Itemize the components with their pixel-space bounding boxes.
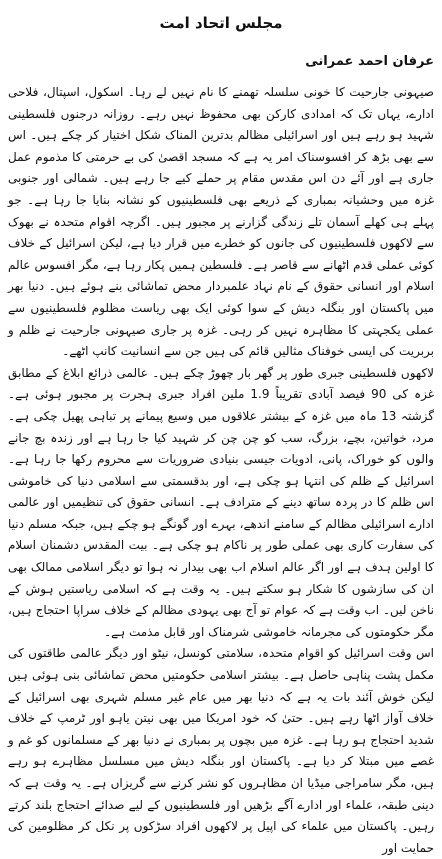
paragraph-2: لاکھوں فلسطینی جبری طور پر گھر بار چھوڑ چکے ہیں۔ عالمی ذرائع ابلاغ کے مطابق غزہ کی 90 فیصد آبادی تقریباً 1.9 ملین افراد جبری ہجرت پر مجبور ہوئی ہے۔ گزشتہ 13 ماہ میں غزہ کے بیشتر علاقوں میں وسیع پیمانے پر تباہی پھیل چکی ہے۔ مرد، خواتین، بچے، بزرگ، سب کو چن چن کر شہید کیا جا رہا ہے اور زندہ بچ جانے والوں کو خوراک، پانی، ادویات جیسی بنیادی ضروریات سے محروم رکھا جا رہا ہے۔ اسرائیل کے ظلم کی انتہا ہو چکی ہے، اور بدقسمتی سے اسلامی دنیا کی خاموشی اس ظلم کا در پردہ ساتھ دینے کے مترادف ہے۔ انسانی حقوق کی تنظیمیں اور عالمی ادارے اسرائیلی مظالم کے سامنے اندھے، بہرے اور گونگے ہو چکے ہیں، جبکہ مسلم دنیا کی سفارت کاری بھی عملی طور پر ناکام ہو چکی ہے۔ بیت المقدس دشمنان اسلام کا اولین ہدف ہے اور اگر عالم اسلام اب بھی بیدار نہ ہوا تو دیگر اسلامی ممالک بھی ان کی سازشوں کا شکار ہو سکتے ہیں۔ یہ وقت ہے کہ اسلامی ریاستیں ہوش کے ناخن لیں۔ اب وقت ہے کہ عوام تو آج بھی یہودی مظالم کے خلاف سراپا احتجاج ہیں، مگر حکومتوں کی مجرمانہ خاموشی شرمناک اور قابل مذمت ہے۔ xyxy=(8,365,434,639)
paragraph-1: صیہونی جارحیت کا خونی سلسلہ تھمنے کا نام نہیں لے رہا۔ اسکول، اسپتال، فلاحی ادارے، یہاں تک کہ امدادی کارکن بھی محفوظ نہیں رہے۔ روزانہ درجنوں فلسطینی شہید ہو رہے ہیں اور اسرائیلی مظالم بدترین المناک شکل اختیار کر چکے ہیں۔ اس سے بھی بڑھ کر افسوسناک امر یہ ہے کہ مسجد اقصیٰ کی بے حرمتی کا مذموم عمل جاری ہے اور آئے دن اس مقدس مقام پر حملے کیے جا رہے ہیں۔ شمالی اور جنوبی غزہ میں وحشیانہ بمباری کے ذریعے بھی فلسطینیوں کو نشانہ بنایا جا رہا ہے۔ جو پہلے ہی کھلے آسمان تلے زندگی گزارنے پر مجبور ہیں۔ اگرچہ اقوام متحدہ نے بھوک سے لاکھوں فلسطینیوں کی جانوں کو خطرے میں قرار دیا ہے، لیکن اسرائیل کے خلاف کوئی عملی قدم اٹھانے سے قاصر ہے۔ فلسطین ہمیں پکار رہا ہے، مگر افسوس عالم اسلام اور انسانی حقوق کے نام نہاد علمبردار محض تماشائی بنے ہوئے ہیں۔ دنیا بھر میں پاکستان اور بنگلہ دیش کے سوا کوئی ایک بھی ریاست مظلوم فلسطینیوں سے عملی یکجہتی کا مظاہرہ نہیں کر رہی۔ غزہ پر جاری صیہونی جارحیت نے ظلم و بربریت کی ایسی خوفناک مثالیں قائم کی ہیں جن سے انسانیت کانپ اٹھے۔ xyxy=(8,85,434,359)
author-name: عرفان احمد عمرانی xyxy=(305,54,434,69)
article-title: مجلس اتحاد امت xyxy=(159,14,283,32)
paragraph-3: اس وقت اسرائیل کو اقوام متحدہ، سلامتی کونسل، نیٹو اور دیگر عالمی طاقتوں کی مکمل پشت پناہی حاصل ہے۔ بیشتر اسلامی حکومتیں محض تماشائی بنی ہوئی ہیں لیکن خوش آئند بات یہ ہے کہ دنیا بھر میں عام غیر مسلم شہری بھی اسرائیل کے خلاف آواز اٹھا رہے ہیں۔ حتیٰ کہ خود امریکا میں بھی نیتن یاہو اور ٹرمپ کے خلاف شدید احتجاج ہو رہا ہے۔ غزہ میں بچوں پر بمباری نے دنیا بھر کے مسلمانوں کو غم و غصے میں مبتلا کر دیا ہے۔ پاکستان اور بنگلہ دیش میں مسلسل مظاہرے ہو رہے ہیں، مگر سامراجی میڈیا ان مظاہروں کو نشر کرنے سے گریزاں ہے۔ یہ وقت ہے کہ دینی طبقہ، علماء اور ادارے آگے بڑھیں اور فلسطینیوں کے لیے صدائے احتجاج بلند کرتے رہیں۔ پاکستان میں علماء کی اپیل پر لاکھوں افراد سڑکوں پر نکل کر مظلومین کی حمایت اور xyxy=(8,646,434,855)
